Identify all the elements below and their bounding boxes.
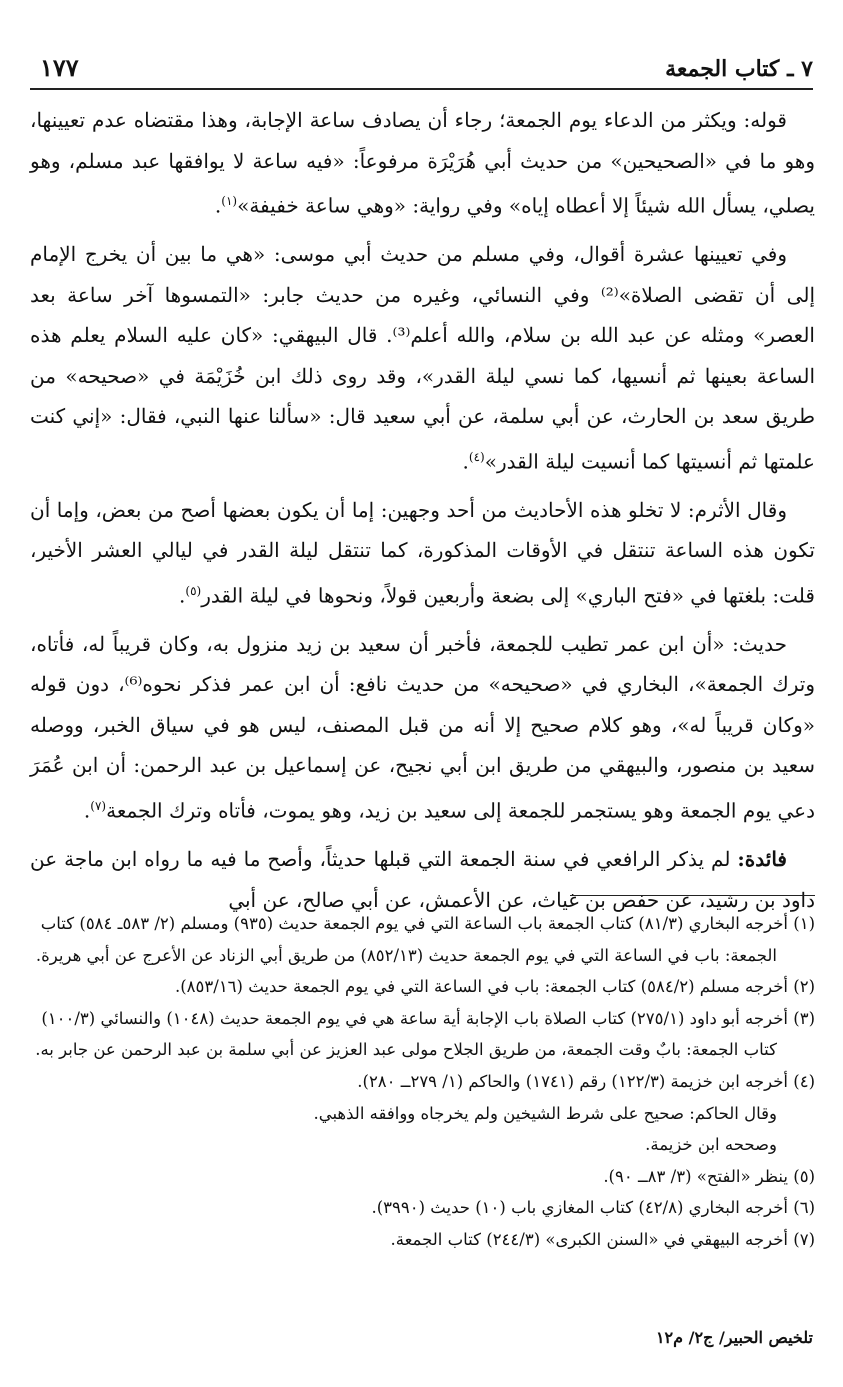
footnote-text: أخرجه ابن خزيمة (١٢٢/٣) رقم (١٧٤١) والحاكم (١/ ٢٧٩ــ ٢٨٠). <box>357 1071 788 1091</box>
signature-mark: تلخيص الحبير/ ج٢/ م١٢ <box>655 1328 813 1347</box>
paragraph-text: لم يذكر الرافعي في سنة الجمعة التي قبلها حديثاً، وأصح ما فيه ما رواه ابن ماجة عن داود بن رشيد، عن حفص بن غياث، عن الأعمش، عن أبي صالح، عن أبي <box>30 847 815 912</box>
footnote-ref: (٤) <box>468 449 485 464</box>
footnote-text: أخرجه أبو داود (٢٧٥/١) كتاب الصلاة باب الإجابة أية ساعة هي في يوم الجمعة حديث (١٠٤٨) والنسائي (١٠٠/٣) كتاب الجمعة: بابٌ وقت الجمعة، من طريق الجلاح مولى عبد العزيز عن أبي سلمة بن عبد الرحمن عن جابر به. <box>35 1008 788 1060</box>
footnote-text: ينظر «الفتح» (٣/ ٨٣ــ ٩٠). <box>603 1166 788 1186</box>
footnote-text: أخرجه البخاري (٤٢/٨) كتاب المغازي باب (١٠) حديث (٣٩٩٠). <box>371 1198 788 1218</box>
footnote-extra: وقال الحاكم: صحيح على شرط الشيخين ولم يخرجاه ووافقه الذهبي. <box>313 1103 777 1123</box>
footnote-ref: (١) <box>221 194 238 208</box>
footnote <box>28 1066 815 1161</box>
footnote-separator <box>570 895 815 896</box>
footnote-number: (٤) <box>793 1071 815 1091</box>
paragraph-text: وفي تعيينها عشرة أقوال، وفي مسلم من حديث أبي موسى: «هي ما بين أن يخرج الإمام إلى أن تقضى الصلاة»⁽²⁾ وفي النسائي، وغيره من حديث جابر: «التمسوها آخر ساعة بعد العصر» ومثله عن عبد الله بن سلام، والله أعلم⁽³⁾. قال البيهقي: «كان عليه السلام يعلم هذه الساعة بعينها ثم أنسيها، كما نسي ليلة القدر»، وقد روى ذلك ابن خُزَيْمَة في «صحيحه» من طريق سعد بن الحارث، عن أبي سلمة، عن أبي سعيد قال: «سألنا عنها النبي، فقال: «إني كنت علمتها ثم أنسيتها كما أنسيت ليلة القدر» <box>30 242 816 474</box>
footnote-text: أخرجه البخاري (٨١/٣) كتاب الجمعة باب الساعة التي في يوم الجمعة حديث (٩٣٥) ومسلم (٢/ ٥٨٣ـ ٥٨٤) كتاب الجمعة: باب في الساعة التي في يوم الجمعة حديث (٨٥٢/١٣) من طريق أبي الزناد عن الأعرج عن أبي هريرة. <box>35 914 788 965</box>
paragraph: وقال الأثرم: لا تخلو هذه الأحاديث من أحد وجهين: إما أن يكون بعضها أصح من بعض، وإما أن تكون هذه الساعة تنتقل في الأوقات المذكورة، كما تنتقل ليلة القدر في ليالي العشر الأخير، قلت: بلغتها في «فتح الباري» إلى بضعة وأربعين قولاً، ونحوها في ليلة القدر$^{(٥)}$. <box>30 497 815 608</box>
footnote-number: (٣) <box>793 1008 815 1028</box>
paragraph: حديث: «أن ابن عمر تطيب للجمعة، فأخبر أن سعيد بن زيد منزول به، وكان قريباً له، فأتاه، وترك الجمعة»، البخاري في «صحيحه» من حديث نافع: أن ابن عمر فذكر نحوه⁽⁶⁾، دون قوله «وكان قريباً له»، وهو كلام صحيح إلا أنه من قبل المصنف، ليس هو في سياق الخبر، ووصله سعيد بن منصور، والبيهقي من طريق ابن أبي نجيح، عن إسماعيل بن عبد الرحمن: أن ابن عُمَرَ دعي يوم الجمعة وهو يستجمر للجمعة إلى سعيد بن زيد، وهو يموت، فأتاه وترك الجمعة$^{(٧)}$. <box>30 631 816 823</box>
paragraph-text: وقال الأثرم: لا تخلو هذه الأحاديث من أحد وجهين: إما أن يكون بعضها أصح من بعض، وإما أن تكون هذه الساعة تنتقل في الأوقات المذكورة، كما تنتقل ليلة القدر في ليالي العشر الأخير، قلت: بلغتها في «فتح الباري» إلى بضعة وأربعين قولاً، ونحوها في ليلة القدر <box>30 497 815 608</box>
footnote-ref: (٧) <box>90 798 107 813</box>
footnote <box>28 908 815 971</box>
footnote-text: أخرجه مسلم (٥٨٤/٢) كتاب الجمعة: باب في الساعة التي في يوم الجمعة حديث (٨٥٣/١٦). <box>174 977 788 997</box>
footnote <box>28 1224 815 1256</box>
footnote-ref: (٥) <box>185 583 202 598</box>
footnote-number: (٢) <box>793 977 815 997</box>
footnote-number: (١) <box>793 914 815 933</box>
paragraph-text: حديث: «أن ابن عمر تطيب للجمعة، فأخبر أن سعيد بن زيد منزول به، وكان قريباً له، فأتاه، وترك الجمعة»، البخاري في «صحيحه» من حديث نافع: أن ابن عمر فذكر نحوه⁽⁶⁾، دون قوله «وكان قريباً له»، وهو كلام صحيح إلا أنه من قبل المصنف، ليس هو في سياق الخبر، ووصله سعيد بن منصور، والبيهقي من طريق ابن أبي نجيح، عن إسماعيل بن عبد الرحمن: أن ابن عُمَرَ دعي يوم الجمعة وهو يستجمر للجمعة إلى سعيد بن زيد، وهو يموت، فأتاه وترك الجمعة <box>30 631 816 823</box>
footnote-number: (٧) <box>793 1229 815 1249</box>
faida-label: فائدة: <box>737 847 787 872</box>
footnote <box>28 1161 815 1193</box>
footnote-number: (٦) <box>793 1198 815 1218</box>
footnote <box>28 1003 815 1066</box>
footnote-text: أخرجه البيهقي في «السنن الكبرى» (٢٤٤/٣) كتاب الجمعة. <box>390 1229 788 1249</box>
footnote-number: (٥) <box>793 1166 815 1186</box>
paragraph: وفي تعيينها عشرة أقوال، وفي مسلم من حديث أبي موسى: «هي ما بين أن يخرج الإمام إلى أن تقضى الصلاة»⁽²⁾ وفي النسائي، وغيره من حديث جابر: «التمسوها آخر ساعة بعد العصر» ومثله عن عبد الله بن سلام، والله أعلم⁽³⁾. قال البيهقي: «كان عليه السلام يعلم هذه الساعة بعينها ثم أنسيها، كما نسي ليلة القدر»، وقد روى ذلك ابن خُزَيْمَة في «صحيحه» من طريق سعد بن الحارث، عن أبي سلمة، عن أبي سعيد قال: «سألنا عنها النبي، فقال: «إني كنت علمتها ثم أنسيتها كما أنسيت ليلة القدر»$^{(٤)}$. <box>30 242 816 474</box>
page-header <box>30 44 813 90</box>
paragraph: قوله: ويكثر من الدعاء يوم الجمعة؛ رجاء أن يصادف ساعة الإجابة، وهذا مقتضاه عدم تعيينها، وهو ما في «الصحيحين» من حديث أبي هُرَيْرَة مرفوعاً: «فيه ساعة لا يوافقها عبد مسلم، وهو يصلي، يسأل الله شيئاً إلا أعطاه إياه» وفي رواية: «وهي ساعة خفيفة»$^{(١)}$. <box>30 108 815 218</box>
footnote-extra: وصححه ابن خزيمة. <box>645 1135 777 1155</box>
footnotes <box>28 908 815 1256</box>
running-title: ٧ ـ كتاب الجمعة <box>665 56 813 82</box>
footnote <box>28 971 815 1003</box>
paragraph-text: قوله: ويكثر من الدعاء يوم الجمعة؛ رجاء أن يصادف ساعة الإجابة، وهذا مقتضاه عدم تعيينها، وهو ما في «الصحيحين» من حديث أبي هُرَيْرَة مرفوعاً: «فيه ساعة لا يوافقها عبد مسلم، وهو يصلي، يسأل الله شيئاً إلا أعطاه إياه» وفي رواية: «وهي ساعة خفيفة» <box>30 108 815 218</box>
footnote <box>28 1192 815 1224</box>
main-text <box>30 100 815 928</box>
page-number: ١٧٧ <box>40 53 79 82</box>
